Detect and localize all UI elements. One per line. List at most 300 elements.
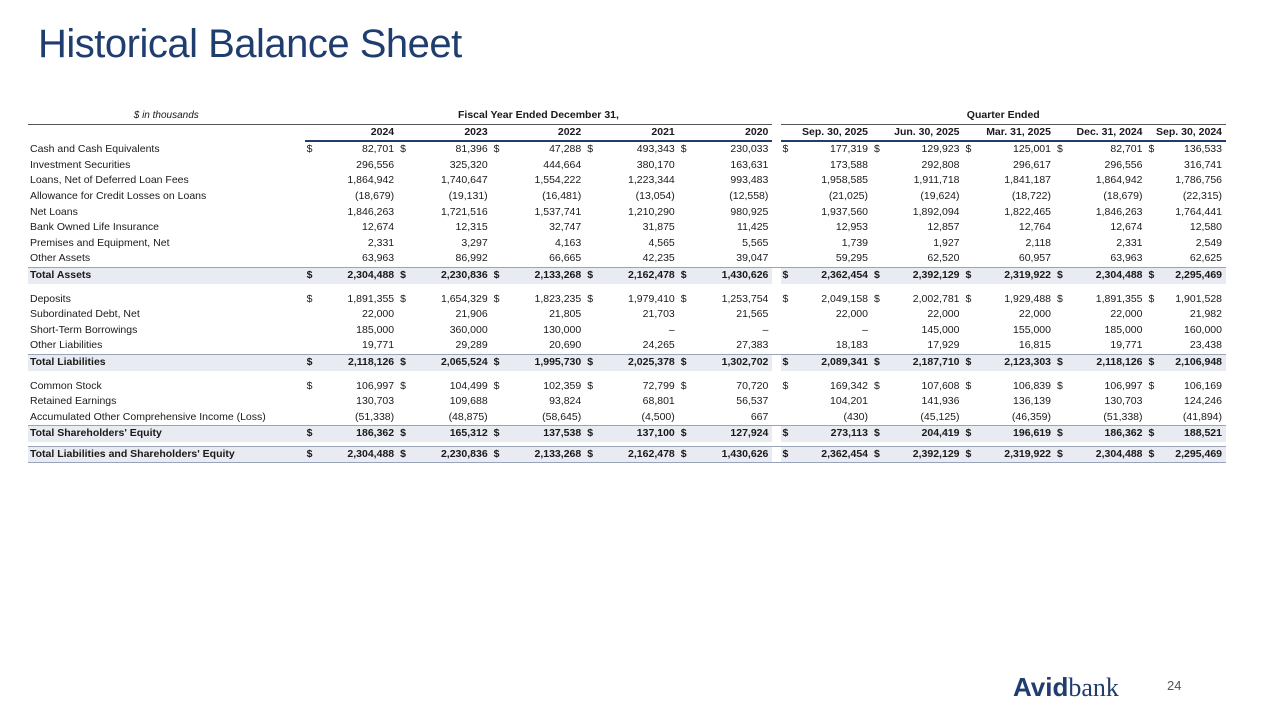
value-cell: (19,131) (448, 189, 488, 202)
row-label: Loans, Net of Deferred Loan Fees (30, 174, 189, 187)
value-cell: (41,894) (1182, 410, 1222, 423)
currency-symbol (1147, 307, 1163, 323)
value-cell: (21,025) (828, 189, 868, 202)
fiscal-group-header: Fiscal Year Ended December 31, (305, 108, 773, 124)
row-label: Common Stock (30, 379, 102, 392)
currency-symbol: $ (781, 426, 797, 442)
value-cell: 325,320 (449, 158, 488, 171)
value-cell: 2,106,948 (1163, 354, 1226, 370)
avidbank-logo: Avidbank (1013, 672, 1119, 702)
value-cell: 2,162,478 (601, 267, 678, 283)
value-cell: 12,315 (455, 221, 488, 234)
currency-symbol (781, 220, 797, 236)
currency-symbol (781, 173, 797, 189)
currency-symbol: $ (782, 143, 789, 156)
currency-symbol: $ (306, 292, 313, 305)
currency-symbol: $ (585, 426, 601, 442)
currency-symbol (872, 338, 888, 354)
currency-symbol: $ (585, 267, 601, 283)
column-header: 2021 (585, 124, 679, 141)
row-label: Total Assets (28, 267, 305, 283)
currency-symbol (398, 307, 414, 323)
balance-sheet-table (28, 108, 1226, 463)
value-cell: 23,438 (1189, 339, 1222, 352)
value-cell: 177,319 (830, 143, 868, 156)
row-label: Allowance for Credit Losses on Loans (30, 189, 207, 202)
currency-symbol (679, 410, 695, 426)
value-cell: 2,295,469 (1163, 267, 1226, 283)
value-cell: 2,065,524 (414, 354, 491, 370)
value-cell: 1,929,488 (1004, 292, 1051, 305)
value-cell: 2,319,922 (980, 446, 1055, 463)
value-cell: 22,000 (1110, 308, 1143, 321)
value-cell: (430) (843, 410, 868, 423)
page-title: Historical Balance Sheet (38, 22, 462, 66)
currency-symbol (398, 410, 414, 426)
value-cell: 1,841,187 (1004, 174, 1051, 187)
currency-symbol: $ (305, 426, 321, 442)
currency-symbol (781, 236, 797, 252)
value-cell: 39,047 (736, 252, 769, 265)
value-cell: 137,100 (601, 426, 678, 442)
value-cell: 2,118 (1025, 236, 1051, 249)
value-cell: 1,927 (933, 236, 960, 249)
value-cell: 106,839 (1013, 379, 1051, 392)
value-cell: 59,295 (835, 252, 868, 265)
value-cell: 273,113 (797, 426, 872, 442)
currency-symbol (492, 173, 508, 189)
value-cell: 2,304,488 (1071, 446, 1146, 463)
value-cell: 81,396 (455, 143, 488, 156)
currency-symbol (492, 189, 508, 205)
currency-symbol: $ (492, 354, 508, 370)
value-cell: 316,741 (1184, 158, 1222, 171)
value-cell: 82,701 (362, 143, 395, 156)
value-cell: 2,295,469 (1163, 446, 1226, 463)
value-cell: 21,906 (455, 308, 488, 321)
currency-symbol (1055, 236, 1071, 252)
currency-symbol (398, 394, 414, 410)
value-cell: 1,979,410 (628, 292, 675, 305)
currency-symbol: $ (1055, 267, 1071, 283)
column-header: 2023 (398, 124, 492, 141)
value-cell: 292,808 (921, 158, 960, 171)
currency-symbol (398, 323, 414, 339)
value-cell: 196,619 (980, 426, 1055, 442)
currency-symbol: $ (965, 143, 972, 156)
value-cell: 1,901,528 (1175, 292, 1222, 305)
currency-symbol: $ (964, 267, 980, 283)
currency-symbol: $ (872, 267, 888, 283)
currency-symbol: $ (1055, 426, 1071, 442)
value-cell: 16,815 (1018, 339, 1051, 352)
value-cell: 106,997 (356, 379, 395, 392)
currency-symbol: $ (680, 292, 687, 305)
currency-symbol: $ (493, 379, 500, 392)
currency-symbol: $ (492, 267, 508, 283)
row-label: Deposits (30, 292, 71, 305)
value-cell: 136,139 (1013, 395, 1051, 408)
currency-symbol: $ (305, 267, 321, 283)
currency-symbol: $ (781, 267, 797, 283)
currency-symbol: $ (585, 446, 601, 463)
value-cell: 296,556 (1104, 158, 1143, 171)
currency-symbol: $ (872, 426, 888, 442)
currency-symbol (872, 236, 888, 252)
value-cell: 163,631 (730, 158, 769, 171)
table-row (28, 410, 1226, 426)
value-cell: 2,089,341 (797, 354, 872, 370)
currency-symbol: $ (305, 354, 321, 370)
value-cell: 2,319,922 (980, 267, 1055, 283)
currency-symbol (1055, 189, 1071, 205)
value-cell: 72,799 (642, 379, 675, 392)
value-cell: 104,499 (449, 379, 488, 392)
value-cell: 1,864,942 (1095, 174, 1143, 187)
currency-symbol (305, 205, 321, 221)
currency-symbol (585, 205, 601, 221)
currency-symbol: $ (493, 292, 500, 305)
value-cell: 155,000 (1013, 323, 1051, 336)
currency-symbol: $ (493, 143, 500, 156)
value-cell: 21,565 (736, 308, 769, 321)
spacer-row (28, 371, 1226, 379)
value-cell: 493,343 (636, 143, 675, 156)
currency-symbol: $ (492, 426, 508, 442)
currency-symbol (398, 236, 414, 252)
row-label: Accumulated Other Comprehensive Income (Loss) (30, 410, 266, 423)
column-header: Mar. 31, 2025 (964, 124, 1056, 141)
currency-symbol (492, 307, 508, 323)
value-cell: 1,537,741 (534, 205, 582, 218)
currency-symbol (1055, 338, 1071, 354)
value-cell: 2,025,378 (601, 354, 678, 370)
currency-symbol (1055, 323, 1071, 339)
value-cell: 1,302,702 (695, 354, 772, 370)
value-cell: 1,654,329 (440, 292, 488, 305)
value-cell: 2,392,129 (888, 446, 963, 463)
currency-symbol (964, 158, 980, 174)
value-cell: 125,001 (1013, 143, 1051, 156)
currency-symbol (1147, 410, 1163, 426)
row-label: Total Shareholders' Equity (28, 426, 305, 442)
value-cell: 62,520 (927, 252, 960, 265)
currency-symbol (492, 338, 508, 354)
value-cell: 173,588 (830, 158, 868, 171)
currency-symbol (964, 205, 980, 221)
currency-symbol (1147, 236, 1163, 252)
value-cell: 3,297 (461, 236, 488, 249)
value-cell: 12,953 (835, 221, 868, 234)
currency-symbol (872, 307, 888, 323)
value-cell: 104,201 (830, 395, 868, 408)
currency-symbol (398, 338, 414, 354)
currency-symbol: $ (680, 143, 687, 156)
currency-symbol: $ (400, 143, 406, 156)
value-cell: (19,624) (920, 189, 960, 202)
value-cell: 4,163 (554, 236, 582, 249)
value-cell: 12,674 (1110, 221, 1143, 234)
currency-symbol: $ (587, 379, 594, 392)
currency-symbol (964, 189, 980, 205)
value-cell: 106,169 (1184, 379, 1222, 392)
value-cell: 19,771 (362, 339, 395, 352)
currency-symbol (492, 158, 508, 174)
currency-symbol (872, 323, 888, 339)
value-cell: 2,162,478 (601, 446, 678, 463)
value-cell: 1,846,263 (1095, 205, 1143, 218)
value-cell: 2,049,158 (821, 292, 868, 305)
value-cell: 22,000 (1018, 308, 1051, 321)
currency-symbol (1055, 307, 1071, 323)
value-cell: 1,823,235 (534, 292, 582, 305)
currency-symbol: $ (874, 143, 880, 156)
currency-symbol (398, 158, 414, 174)
value-cell: (4,500) (641, 410, 675, 423)
currency-symbol: $ (585, 354, 601, 370)
value-cell: – (762, 323, 769, 336)
currency-symbol (585, 220, 601, 236)
value-cell: 93,824 (549, 395, 582, 408)
currency-symbol: $ (1055, 446, 1071, 463)
currency-symbol (679, 158, 695, 174)
row-label: Premises and Equipment, Net (30, 236, 170, 249)
column-header: 2020 (679, 124, 773, 141)
currency-symbol (781, 410, 797, 426)
currency-symbol (585, 173, 601, 189)
currency-symbol: $ (782, 292, 789, 305)
currency-symbol (872, 189, 888, 205)
column-header: Jun. 30, 2025 (872, 124, 964, 141)
currency-symbol: $ (679, 446, 695, 463)
value-cell: 68,801 (642, 395, 675, 408)
currency-symbol: $ (872, 354, 888, 370)
total-row (28, 354, 1226, 370)
currency-symbol (1147, 189, 1163, 205)
value-cell: 21,805 (549, 308, 582, 321)
value-cell: 2,331 (367, 236, 395, 249)
value-cell: 62,625 (1189, 252, 1222, 265)
value-cell: 1,430,626 (695, 446, 772, 463)
value-cell: 1,786,756 (1175, 174, 1222, 187)
value-cell: 22,000 (835, 308, 868, 321)
quarter-group-header: Quarter Ended (781, 108, 1227, 124)
currency-symbol: $ (964, 446, 980, 463)
currency-symbol (585, 338, 601, 354)
currency-symbol (492, 323, 508, 339)
currency-symbol: $ (306, 379, 313, 392)
currency-symbol (964, 394, 980, 410)
currency-symbol (398, 189, 414, 205)
currency-symbol (679, 205, 695, 221)
units-note: $ in thousands (28, 108, 305, 124)
currency-symbol (781, 189, 797, 205)
value-cell: 2,118,126 (1071, 354, 1146, 370)
currency-symbol: $ (874, 292, 880, 305)
value-cell: 130,703 (356, 395, 395, 408)
value-cell: 42,235 (642, 252, 675, 265)
value-cell: – (862, 323, 868, 336)
currency-symbol (679, 338, 695, 354)
value-cell: 186,362 (321, 426, 398, 442)
table-row (28, 307, 1226, 323)
value-cell: 980,925 (730, 205, 769, 218)
currency-symbol (305, 394, 321, 410)
currency-symbol (872, 173, 888, 189)
value-cell: 1,822,465 (1004, 205, 1051, 218)
value-cell: (51,338) (1103, 410, 1143, 423)
currency-symbol (1055, 205, 1071, 221)
currency-symbol (872, 205, 888, 221)
currency-symbol: $ (398, 267, 414, 283)
value-cell: (18,679) (355, 189, 395, 202)
value-cell: 106,997 (1104, 379, 1143, 392)
value-cell: – (668, 323, 675, 336)
currency-symbol: $ (1057, 292, 1063, 305)
currency-symbol (585, 158, 601, 174)
value-cell: (18,679) (1103, 189, 1143, 202)
value-cell: 2,187,710 (888, 354, 963, 370)
currency-symbol (679, 173, 695, 189)
value-cell: 12,764 (1018, 221, 1051, 234)
value-cell: 169,342 (830, 379, 868, 392)
value-cell: 444,664 (543, 158, 582, 171)
currency-symbol: $ (1147, 446, 1163, 463)
currency-symbol: $ (1055, 354, 1071, 370)
currency-symbol: $ (965, 292, 972, 305)
value-cell: 22,000 (927, 308, 960, 321)
currency-symbol: $ (679, 267, 695, 283)
currency-symbol (679, 323, 695, 339)
column-header: 2024 (305, 124, 399, 141)
value-cell: (12,558) (729, 189, 769, 202)
currency-symbol: $ (1148, 143, 1155, 156)
value-cell: 185,000 (1104, 323, 1143, 336)
value-cell: 136,533 (1184, 143, 1222, 156)
currency-symbol (1147, 338, 1163, 354)
currency-symbol (585, 394, 601, 410)
currency-symbol: $ (587, 143, 594, 156)
currency-symbol (1147, 251, 1163, 267)
currency-symbol (305, 220, 321, 236)
value-cell: 86,992 (455, 252, 488, 265)
value-cell: 56,537 (736, 395, 769, 408)
currency-symbol (781, 338, 797, 354)
value-cell: 145,000 (921, 323, 960, 336)
total-row (28, 267, 1226, 283)
column-header: Sep. 30, 2024 (1147, 124, 1227, 141)
value-cell: 130,000 (543, 323, 582, 336)
currency-symbol: $ (1057, 379, 1063, 392)
value-cell: 127,924 (695, 426, 772, 442)
value-cell: 129,923 (921, 143, 960, 156)
value-cell: 124,246 (1184, 395, 1222, 408)
value-cell: 17,929 (927, 339, 960, 352)
value-cell: 47,288 (549, 143, 582, 156)
table-row (28, 189, 1226, 205)
value-cell: 5,565 (742, 236, 769, 249)
row-label: Short-Term Borrowings (30, 323, 138, 336)
currency-symbol (679, 236, 695, 252)
currency-symbol: $ (781, 446, 797, 463)
currency-symbol: $ (965, 379, 972, 392)
column-header: 2022 (492, 124, 586, 141)
value-cell: 1,739 (841, 236, 868, 249)
value-cell: 22,000 (362, 308, 395, 321)
value-cell: (13,054) (635, 189, 675, 202)
row-label: Other Assets (30, 252, 91, 265)
value-cell: 11,425 (737, 221, 769, 234)
currency-symbol (964, 323, 980, 339)
currency-symbol (492, 205, 508, 221)
currency-symbol (872, 158, 888, 174)
value-cell: 2,123,303 (980, 354, 1055, 370)
page-number: 24 (1167, 678, 1182, 693)
currency-symbol: $ (1147, 267, 1163, 283)
currency-symbol: $ (400, 379, 406, 392)
value-cell: 1,864,942 (347, 174, 395, 187)
value-cell: 12,674 (362, 221, 395, 234)
currency-symbol (398, 220, 414, 236)
value-cell: 1,210,290 (628, 205, 675, 218)
value-cell: 1,892,094 (912, 205, 960, 218)
currency-symbol (492, 394, 508, 410)
value-cell: 2,392,129 (888, 267, 963, 283)
table-row (28, 205, 1226, 221)
value-cell: 2,002,781 (912, 292, 960, 305)
table-row (28, 323, 1226, 339)
currency-symbol (679, 307, 695, 323)
value-cell: 27,383 (736, 339, 769, 352)
row-label: Cash and Cash Equivalents (30, 142, 160, 155)
value-cell: 102,359 (543, 379, 582, 392)
currency-symbol (305, 338, 321, 354)
currency-symbol: $ (679, 426, 695, 442)
value-cell: 32,747 (549, 221, 582, 234)
currency-symbol: $ (398, 446, 414, 463)
value-cell: 1,911,718 (913, 174, 960, 187)
currency-symbol (1147, 394, 1163, 410)
value-cell: 1,995,730 (508, 354, 585, 370)
value-cell: 1,721,516 (440, 205, 488, 218)
value-cell: 1,740,647 (440, 174, 488, 187)
currency-symbol (492, 410, 508, 426)
value-cell: 186,362 (1071, 426, 1146, 442)
currency-symbol (679, 189, 695, 205)
currency-symbol (1055, 394, 1071, 410)
currency-symbol (585, 307, 601, 323)
currency-symbol (585, 236, 601, 252)
column-header: Sep. 30, 2025 (781, 124, 873, 141)
table-row (28, 292, 1226, 308)
currency-symbol (781, 394, 797, 410)
currency-symbol (1147, 205, 1163, 221)
row-label: Total Liabilities (28, 354, 305, 370)
currency-symbol (1055, 158, 1071, 174)
currency-symbol (305, 236, 321, 252)
value-cell: 18,183 (835, 339, 868, 352)
spacer-row (28, 284, 1226, 292)
currency-symbol (781, 205, 797, 221)
value-cell: 1,223,344 (628, 174, 675, 187)
currency-symbol (781, 307, 797, 323)
table-row (28, 394, 1226, 410)
currency-symbol (781, 251, 797, 267)
value-cell: 21,703 (642, 308, 675, 321)
table-row (28, 158, 1226, 174)
currency-symbol (679, 251, 695, 267)
value-cell: 1,846,263 (347, 205, 395, 218)
